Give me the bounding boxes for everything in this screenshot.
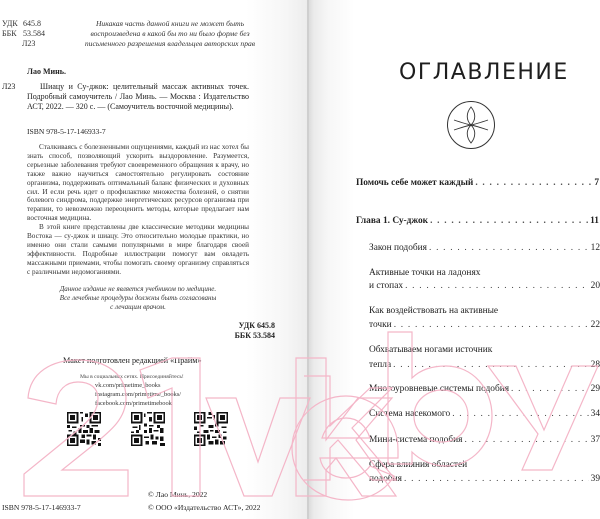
toc-entry-label: Закон подобия: [369, 243, 427, 253]
disclaimer-line: с лечащим врачом.: [110, 303, 166, 311]
toc-entry[interactable]: [369, 474, 600, 484]
book-gutter: [307, 0, 309, 519]
toc-entry-label: подобия: [369, 474, 402, 484]
toc-entry[interactable]: [369, 360, 600, 370]
toc-entry-page: 37: [590, 435, 600, 445]
toc-entry-label: Многоуровневые системы подобия: [369, 384, 510, 394]
isbn: ISBN 978-5-17-146933-7: [27, 127, 106, 136]
medical-disclaimer: [27, 285, 249, 312]
toc-entry-page: 7: [594, 178, 599, 188]
toc-entry-label-line1[interactable]: Активные точки на ладонях: [369, 268, 481, 278]
toc-leader-dots: [430, 216, 588, 226]
knot-ornament-icon: [446, 100, 496, 150]
toc-leader-dots: [393, 360, 589, 370]
toc-entry-page: 11: [590, 216, 599, 226]
toc-leader-dots: [475, 178, 592, 188]
toc-entry-label: и стопах: [369, 281, 404, 291]
bbk-bottom: ББК 53.584: [234, 331, 275, 340]
toc-entry-page: 28: [590, 360, 600, 370]
toc-entry-page: 29: [590, 384, 600, 394]
rights-notice: [70, 19, 270, 49]
toc-entry-label: Мини-система подобия: [369, 435, 463, 445]
toc-entry-label: Система насекомого: [369, 409, 451, 419]
qr-instagram-icon: [131, 412, 165, 446]
qr-code-instagram[interactable]: [131, 412, 165, 446]
toc-entry-label: Глава 1. Су-джок: [356, 216, 429, 226]
udk-label: УДК: [2, 19, 18, 28]
annotation-paragraph: Сталкиваясь с болезненными ощущениями, каждый из нас хотел бы знать способ, позволяющий ускорить выздоровление. Разумеется, серьезные заболевания требуют своевременного обращения к врачу, но также важно научиться самостоятельно регулировать состояние организма, поддерживать оптимальный баланс физических и духовных сил. И если речь идет о профилактике множества болезней, о снятии болевого синдрома, поддержке энергетических ресурсов организма при терапии, то невозможно переоценить методы, которые предлагает нам восточная медицина.: [27, 143, 249, 223]
toc-entry-page: 20: [590, 281, 600, 291]
toc-entry[interactable]: [369, 320, 600, 330]
toc-leader-dots: [464, 435, 588, 445]
toc-entry-label-line1[interactable]: Сфера влияния областей: [369, 460, 468, 470]
toc-entry-page: 34: [590, 409, 600, 419]
toc-leader-dots: [405, 281, 589, 291]
toc-entry-page: 22: [590, 320, 600, 330]
author-heading: Лао Минь.: [27, 67, 66, 76]
social-heading: Мы в социальных сетях. Присоединяйтесь!: [80, 374, 184, 380]
toc-entry[interactable]: [369, 243, 600, 253]
disclaimer-line: Все лечебные процедуры должны быть согласованы: [59, 294, 217, 302]
toc-entry-page: 12: [590, 243, 600, 253]
toc-entry-label: Помочь себе может каждый: [356, 178, 474, 188]
disclaimer-line: Данное издание не является учебником по медицине.: [59, 285, 217, 293]
bbk-label: ББК: [2, 29, 17, 38]
biblio-code: Л23: [2, 82, 16, 91]
bbk-value: 53.584: [23, 29, 45, 38]
annotation-paragraph: В этой книге представлены две классические методики медицины Востока — су-джок и шиацу. Это относительно молодые практики, но именно они стали самыми популярными в мире благодаря своей эффективности. Подробные иллюстрации помогут вам овладеть массажными приемами, чтобы помогать своему организму справляться с различными недомоганиями.: [27, 223, 249, 276]
isbn-bottom: ISBN 978-5-17-146933-7: [2, 503, 81, 512]
biblio-description: Шиацу и Су-джок: целительный массаж активных точек. Подробный самоучитель / Лао Минь. — Москва : Издательство АСТ, 2022. — 320 с. — (Самоучитель восточной медицины).: [27, 82, 249, 111]
udk-bottom: УДК 645.8: [238, 321, 275, 330]
toc-entry[interactable]: [369, 384, 600, 394]
toc-entry-label-line1[interactable]: Как воздействовать на активные: [369, 306, 499, 316]
toc-entry-label: тепла: [369, 360, 392, 370]
toc-entry[interactable]: [356, 216, 599, 226]
toc-entry[interactable]: [356, 178, 599, 188]
author-sign: Л23: [22, 39, 36, 48]
copyright-author: © Лао Минь, 2022: [148, 490, 208, 499]
toc-entry[interactable]: [369, 435, 600, 445]
toc-leader-dots: [394, 320, 589, 330]
toc-entry-page: 39: [590, 474, 600, 484]
toc-entry-label: точки: [369, 320, 392, 330]
toc-title: ОГЛАВЛЕНИЕ: [399, 60, 569, 85]
qr-code-facebook[interactable]: [194, 412, 228, 446]
toc-leader-dots: [452, 409, 588, 419]
qr-code-vk[interactable]: [67, 412, 101, 446]
rights-line: воспроизведена в какой бы то ни было форме без: [90, 29, 250, 38]
social-link-instagram[interactable]: instagram.com/primetime_books/: [95, 391, 182, 398]
toc-entry[interactable]: [369, 281, 600, 291]
annotation: [27, 143, 249, 277]
toc-leader-dots: [404, 474, 589, 484]
qr-vk-icon: [67, 412, 101, 446]
toc-entry-label-line1[interactable]: Обхватываем ногами источник: [369, 345, 493, 355]
udk-value: 645.8: [23, 19, 41, 28]
toc-leader-dots: [429, 243, 589, 253]
copyright-publisher: © ООО «Издательство АСТ», 2022: [148, 503, 261, 512]
social-link-facebook[interactable]: facebook.com/primetimebook: [95, 400, 172, 407]
rights-line: письменного разрешения владельцев авторских прав: [84, 39, 256, 48]
toc-entry[interactable]: [369, 409, 600, 419]
layout-credit: Макет подготовлен редакцией «Прайм»: [63, 356, 202, 365]
rights-line: Никакая часть данной книги не может быть: [95, 19, 245, 28]
toc-leader-dots: [511, 384, 589, 394]
social-link-vk[interactable]: vk.com/primetime_books: [95, 382, 161, 389]
qr-facebook-icon: [194, 412, 228, 446]
